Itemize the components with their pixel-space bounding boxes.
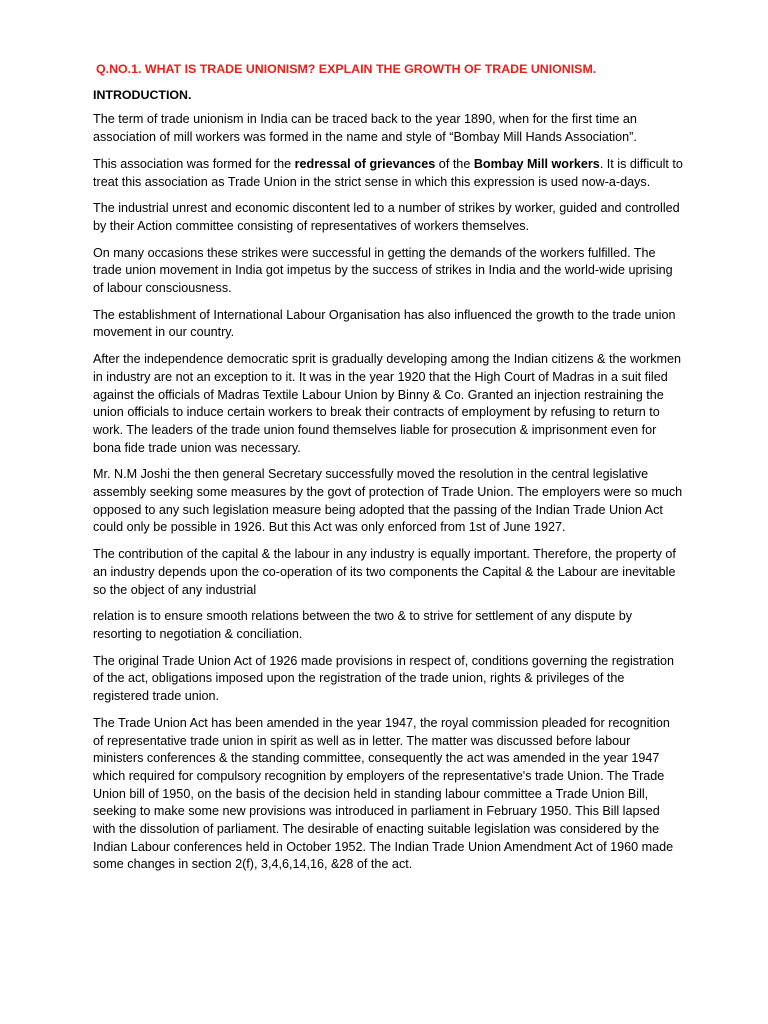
paragraph-7: Mr. N.M Joshi the then general Secretary successfully moved the resolution in the central legislative assembly seeking some measures by the govt of protection of Trade Union. The employers were so much opposed to any such legislation measure being adopted that the passing of the Indian Trade Union Act could only be possible in 1926. But this Act was only enforced from 1st of June 1927. [93, 467, 683, 535]
paragraph-2 [93, 156, 683, 191]
paragraph-6: After the independence democratic sprit is gradually developing among the Indian citizens & the workmen in industry are not an exception to it. It was in the year 1920 that the High Court of Madras in a suit filed against the officials of Madras Textile Labour Union by Binny & Co. Granted an injection restraining the union officials to induce certain workers to break their contracts of employment by refusing to return to work. The leaders of the trade union found themselves liable for prosecution & imprisonment even for bona fide trade union was necessary. [93, 352, 682, 455]
bold-bombay-mill-workers: Bombay Mill workers [473, 156, 600, 171]
paragraph-2-text: . It is difficult to treat this association as Trade Union in the strict sense in which this expression is used now-a-days. [93, 156, 683, 189]
paragraph-3: The industrial unrest and economic discontent led to a number of strikes by worker, guided and controlled by their Action committee consisting of representatives of workers themselves. [93, 201, 680, 233]
paragraph-11: The Trade Union Act has been amended in the year 1947, the royal commission pleaded for recognition of representative trade union in spirit as well as in letter. The matter was discussed before labour ministers conferences & the standing committee, consequently the act was amended in the year 1947 which required for compulsory recognition by employers of the representative's trade Union. The Trade Union bill of 1950, on the basis of the decision held in standing labour committee a Trade Union Bill, seeking to make some new provisions was introduced in parliament in February 1950. This Bill lapsed with the dissolution of parliament. The desirable of enacting suitable legislation was considered by the Indian Labour conferences held in October 1952. The Indian Trade Union Amendment Act of 1960 made some changes in section 2(f), 3,4,6,14,16, &28 of the act. [93, 715, 674, 872]
bold-redressal: redressal of grievances [294, 156, 436, 171]
paragraph-10: The original Trade Union Act of 1926 made provisions in respect of, conditions governing the registration of the act, obligations imposed upon the registration of the trade union, rights & privileges of the registered trade union. [93, 653, 675, 704]
paragraph-5: The establishment of International Labour Organisation has also influenced the growth to the trade union movement in our country. [93, 307, 676, 340]
paragraph-1: The term of trade unionism in India can be traced back to the year 1890, when for the first time an association of mill workers was formed in the name and style of “Bombay Mill Hands Association”. [93, 112, 637, 145]
question-title: Q.NO.1. WHAT IS TRADE UNIONISM? EXPLAIN THE GROWTH OF TRADE UNIONISM. [96, 62, 597, 76]
paragraph-2-text: of the [435, 156, 474, 171]
document-page [93, 61, 683, 883]
introduction-heading: INTRODUCTION. [93, 87, 192, 102]
paragraph-4: On many occasions these strikes were successful in getting the demands of the workers fulfilled. The trade union movement in India got impetus by the success of strikes in India and the world-wide uprising of labour consciousness. [93, 245, 673, 296]
paragraph-2-text: This association was formed for the [93, 156, 295, 171]
paragraph-8: The contribution of the capital & the labour in any industry is equally important. Therefore, the property of an industry depends upon the co-operation of its two components the Capital & the Labour are inevitable so the object of any industrial [93, 547, 676, 597]
paragraph-9: relation is to ensure smooth relations between the two & to strive for settlement of any dispute by resorting to negotiation & conciliation. [93, 609, 633, 641]
